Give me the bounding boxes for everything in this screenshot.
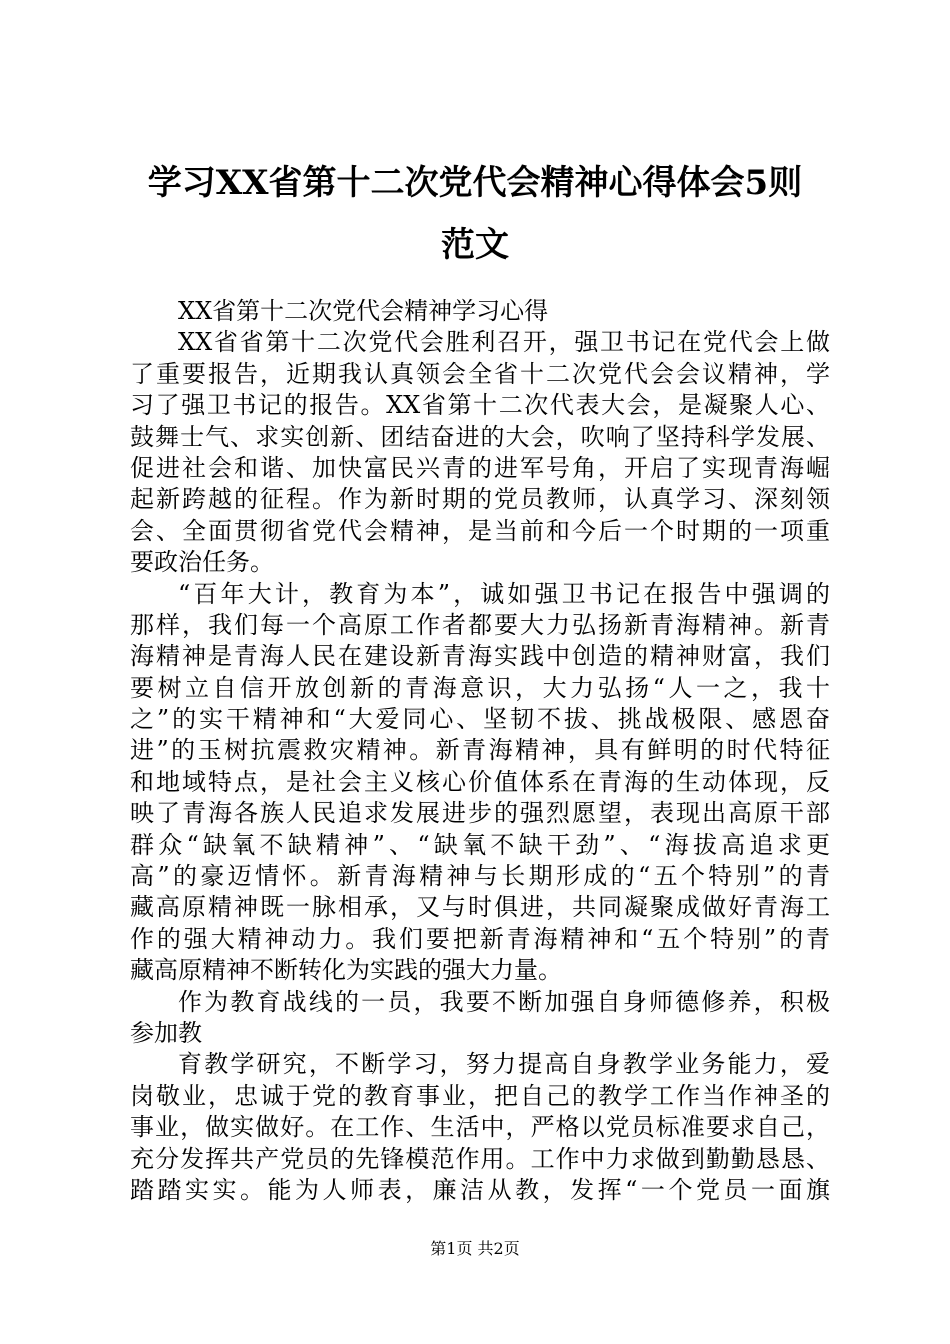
body-text-line: 高”的豪迈情怀。新青海精神与长期形成的“五个特别”的青	[130, 862, 830, 891]
body-text-line: 和地域特点，是社会主义核心价值体系在青海的生动体现，反	[130, 767, 830, 796]
body-text-line: 了重要报告，近期我认真领会全省十二次党代会会议精神，学	[130, 359, 830, 388]
body-text-line: 那样，我们每一个高原工作者都要大力弘扬新青海精神。新青	[130, 610, 830, 639]
body-text-line: 充分发挥共产党员的先锋模范作用。工作中力求做到勤勤恳恳、	[130, 1144, 830, 1173]
body-text-line: 会、全面贯彻省党代会精神，是当前和今后一个时期的一项重	[130, 516, 830, 545]
page-footer: 第1页 共2页	[430, 1239, 520, 1258]
body-text-line: 参加教	[130, 1018, 202, 1047]
body-text-line: 要政治任务。	[130, 548, 274, 577]
document-body	[130, 296, 830, 1206]
body-text-line: 之”的实干精神和“大爱同心、坚韧不拔、挑战极限、感恩奋	[130, 705, 830, 734]
body-text-line: 起新跨越的征程。作为新时期的党员教师，认真学习、深刻领	[130, 485, 830, 514]
body-text-line: 鼓舞士气、求实创新、团结奋进的大会，吹响了坚持科学发展、	[130, 422, 830, 451]
body-text-line: 促进社会和谐、加快富民兴青的进军号角，开启了实现青海崛	[130, 453, 830, 482]
body-text-line: 映了青海各族人民追求发展进步的强烈愿望，表现出高原干部	[130, 799, 830, 828]
body-text-line: 踏踏实实。能为人师表，廉洁从教，发挥“一个党员一面旗	[130, 1175, 830, 1204]
body-text-line: 群众“缺氧不缺精神”、“缺氧不缺干劲”、“海拔高追求更	[130, 830, 830, 859]
body-text-line: 藏高原精神不断转化为实践的强大力量。	[130, 956, 562, 985]
body-text-line: 海精神是青海人民在建设新青海实践中创造的精神财富，我们	[130, 642, 830, 671]
body-text-line: 进”的玉树抗震救灾精神。新青海精神，具有鲜明的时代特征	[130, 736, 830, 765]
body-text-line: 习了强卫书记的报告。XX省第十二次代表大会，是凝聚人心、	[130, 391, 830, 420]
body-text-line: 事业，做实做好。在工作、生活中，严格以党员标准要求自己，	[130, 1113, 830, 1142]
document-title-line-1: 学习XX省第十二次党代会精神心得体会5则	[147, 163, 803, 203]
body-text-line: 作为教育战线的一员，我要不断加强自身师德修养，积极	[178, 987, 830, 1016]
body-text-line: XX省省第十二次党代会胜利召开，强卫书记在党代会上做	[178, 328, 830, 357]
body-text-line: XX省第十二次党代会精神学习心得	[178, 297, 549, 325]
body-text-line: 岗敬业，忠诚于党的教育事业，把自己的教学工作当作神圣的	[130, 1081, 830, 1110]
body-text-line: 作的强大精神动力。我们要把新青海精神和“五个特别”的青	[130, 924, 830, 953]
body-text-line: 藏高原精神既一脉相承，又与时俱进，共同凝聚成做好青海工	[130, 893, 830, 922]
body-text-line: “百年大计，教育为本”，诚如强卫书记在报告中强调的	[178, 579, 830, 608]
document-title-line-2: 范文	[441, 225, 509, 265]
body-text-line: 育教学研究，不断学习，努力提高自身教学业务能力，爱	[178, 1050, 830, 1079]
body-text-line: 要树立自信开放创新的青海意识，大力弘扬“人一之，我十	[130, 673, 830, 702]
